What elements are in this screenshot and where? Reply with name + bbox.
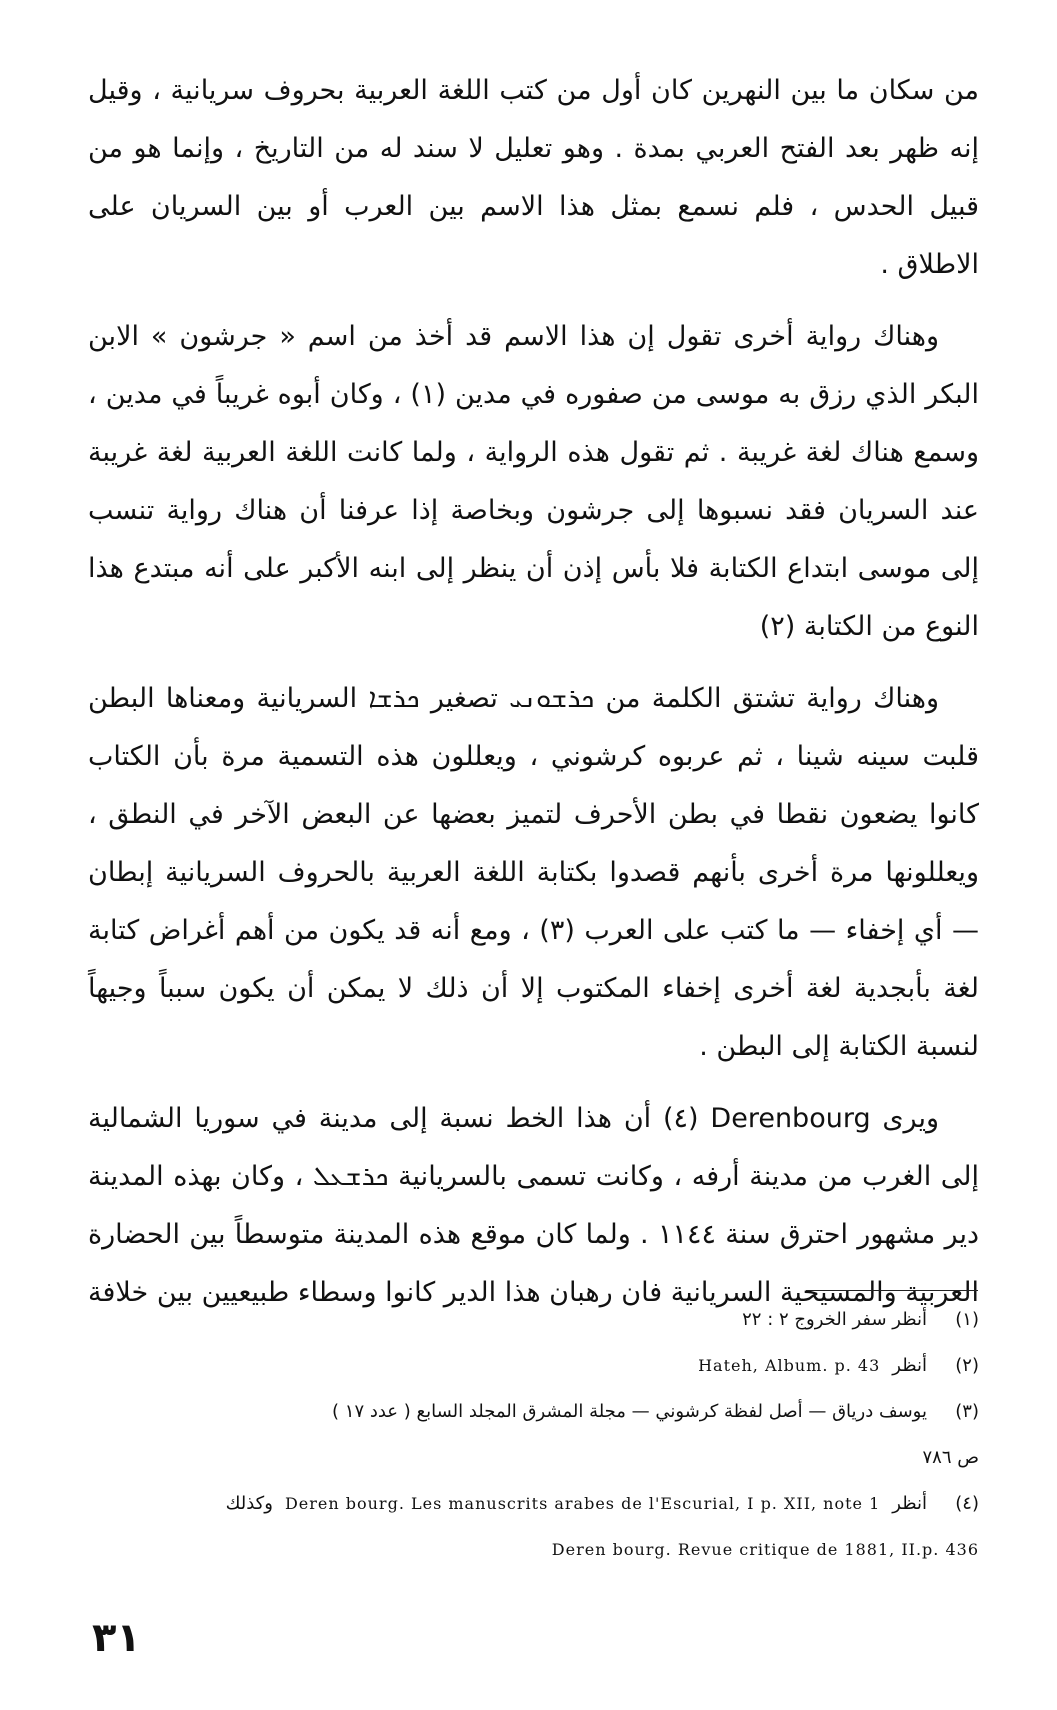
footnote-number: (٤): [955, 1493, 979, 1514]
footnote-latin: Deren bourg. Revue critique de 1881, II.p. 436: [551, 1540, 979, 1559]
footnote-number: (٢): [955, 1355, 979, 1376]
footnote-latin: Hateh, Album. p. 43: [698, 1356, 881, 1375]
footnote-4: [100, 1489, 979, 1519]
page-number: ٣١: [92, 1615, 141, 1661]
footnote-text: ص ٧٨٦: [922, 1447, 979, 1468]
body-text: [88, 62, 979, 1336]
footnote-divider: [806, 1290, 978, 1291]
footnotes: [100, 1305, 979, 1581]
footnote-2: [100, 1351, 979, 1381]
footnote-number: (٣): [955, 1401, 979, 1422]
footnote-latin: Deren bourg. Les manuscrits arabes de l'Escurial, I p. XII, note 1: [284, 1494, 881, 1513]
paragraph-4: ويرى Derenbourg (٤) أن هذا الخط نسبة إلى مدينة في سوريا الشمالية إلى الغرب من مدينة أرفه ، وكانت تسمى بالسريانية ܟܪܫܥܠ ، وكان بهذه المدينة دير مشهور احترق سنة ١١٤٤ . ولما كان موقع هذه المدينة متوسطاً بين الحضارة العربية والمسيحية السريانية فان رهبان هذا الدير كانوا وسطاء طبيعيين بين خلافة: [88, 1103, 979, 1308]
paragraph-2: وهناك رواية أخرى تقول إن هذا الاسم قد أخذ من اسم « جرشون » الابن البكر الذي رزق به موسى من صفوره في مدين (١) ، وكان أبوه غريباً في مدين ، وسمع هناك لغة غريبة . ثم تقول هذه الرواية ، ولما كانت اللغة العربية لغة غريبة عند السريان فقد نسبوها إلى جرشون وبخاصة إذا عرفنا أن هناك رواية تنسب إلى موسى ابتداع الكتابة فلا بأس إذن أن ينظر إلى ابنه الأكبر على أنه مبتدع هذا النوع من الكتابة (٢): [88, 321, 979, 642]
footnote-number: (١): [955, 1309, 979, 1330]
footnote-4-continuation: [100, 1535, 979, 1565]
footnote-text: يوسف درياق — أصل لفظة كرشوني — مجلة المشرق المجلد السابع ( عدد ١٧ ): [332, 1401, 927, 1422]
footnote-text: أنظر: [892, 1493, 927, 1514]
paragraph-1: من سكان ما بين النهرين كان أول من كتب اللغة العربية بحروف سريانية ، وقيل إنه ظهر بعد الفتح العربي بمدة . وهو تعليل لا سند له من التاريخ ، وإنما هو من قبيل الحدس ، فلم نسمع بمثل هذا الاسم بين العرب أو بين السريان على الاطلاق .: [88, 75, 979, 280]
paragraph-3: وهناك رواية تشتق الكلمة من ܟܪܫܘܢܝ تصغير ܟܪܫܐ السريانية ومعناها البطن قلبت سينه شينا ، ثم عربوه كرشوني ، ويعللون هذه التسمية مرة بأن الكتاب كانوا يضعون نقطا في بطن الأحرف لتميز بعضها عن البعض الآخر في النطق ، ويعللونها مرة أخرى بأنهم قصدوا بكتابة اللغة العربية بالحروف السريانية إبطان — أي إخفاء — ما كتب على العرب (٣) ، ومع أنه قد يكون من أهم أغراض كتابة لغة بأبجدية لغة أخرى إخفاء المكتوب إلا أن ذلك لا يمكن أن يكون سبباً وجيهاً لنسبة الكتابة إلى البطن .: [88, 683, 979, 1062]
footnote-text: أنظر: [892, 1355, 927, 1376]
footnote-1: [100, 1305, 979, 1335]
footnote-text: أنظر سفر الخروج ٢ : ٢٢: [742, 1309, 927, 1330]
footnote-3: [100, 1397, 979, 1427]
footnote-text-suffix: وكذلك: [225, 1493, 273, 1514]
footnote-3-continuation: [100, 1443, 979, 1473]
